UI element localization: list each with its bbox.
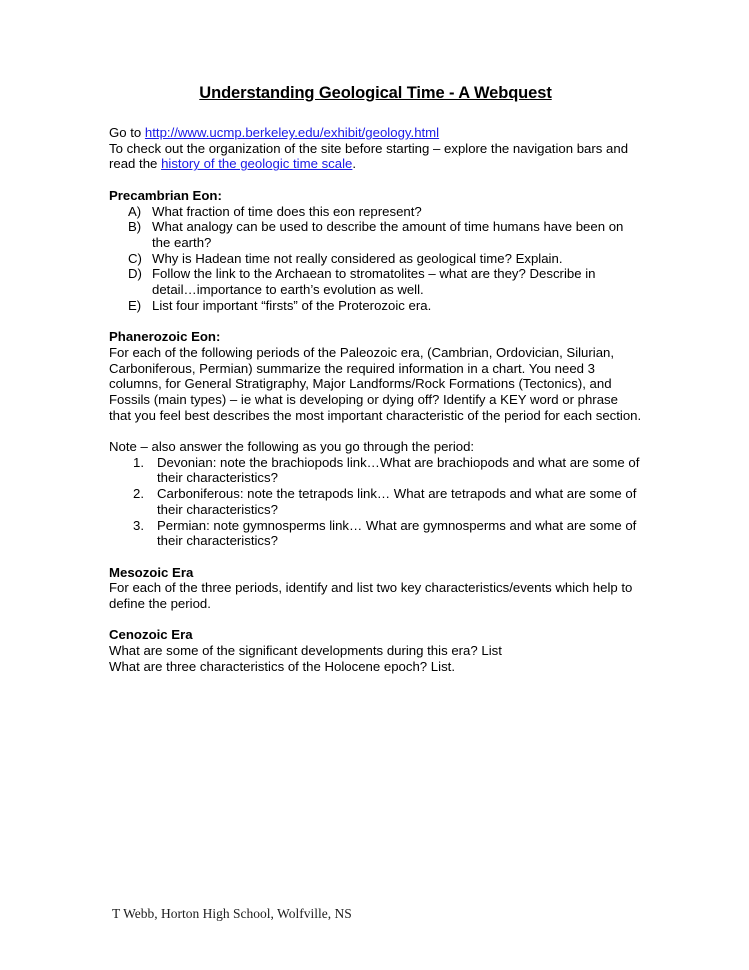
list-item [109, 251, 642, 267]
section-heading-mesozoic: Mesozoic Era [109, 564, 194, 580]
list-item [109, 518, 642, 549]
spacer [109, 423, 642, 439]
list-item-text: Devonian: note the brachiopods link…What are brachiopods and what are some of their characteristics? [157, 454, 640, 486]
section-heading-precambrian: Precambrian Eon: [109, 187, 222, 203]
list-item-text: What fraction of time does this eon represent? [152, 203, 422, 219]
intro-goto-prefix: Go to [109, 125, 145, 140]
mesozoic-body-text: For each of the three periods, identify and list two key characteristics/events which help to define the period. [109, 580, 633, 612]
phanerozoic-numbered-list [109, 455, 642, 549]
list-marker: 3. [133, 517, 144, 533]
list-marker: B) [128, 219, 142, 235]
list-item [109, 298, 642, 314]
cenozoic-body-line-2: What are three characteristics of the Holocene epoch? List. [109, 658, 455, 674]
list-marker: 1. [133, 454, 144, 470]
section-cenozoic-era [109, 627, 642, 674]
spacer [109, 313, 642, 329]
list-item [109, 486, 642, 517]
list-item-text: Permian: note gymnosperms link… What are gymnosperms and what are some of their characteristics? [157, 517, 637, 549]
list-item [109, 266, 642, 297]
section-precambrian-eon [109, 188, 642, 314]
geologic-time-scale-link[interactable]: history of the geologic time scale [161, 156, 353, 172]
list-item [109, 219, 642, 250]
cenozoic-body-line-1: What are some of the significant developments during this era? List [109, 643, 502, 659]
list-item-text: List four important “firsts” of the Proterozoic era. [152, 297, 432, 313]
list-item [109, 455, 642, 486]
section-mesozoic-era [109, 565, 642, 612]
precambrian-question-list [109, 204, 642, 314]
list-marker: 2. [133, 486, 144, 502]
list-marker: E) [128, 297, 142, 313]
intro-instructions-suffix: . [352, 156, 357, 172]
spacer [109, 549, 642, 565]
intro-line-goto [109, 125, 642, 141]
list-item-text: Carboniferous: note the tetrapods link… What are tetrapods and what are some of their characteristics? [157, 486, 637, 517]
section-phanerozoic-eon [109, 329, 642, 549]
list-marker: D) [128, 266, 142, 282]
spacer [109, 612, 642, 628]
list-item-text: What analogy can be used to describe the amount of time humans have been on the earth? [152, 219, 624, 250]
section-heading-cenozoic: Cenozoic Era [109, 627, 193, 643]
intro-line-instructions [109, 141, 642, 172]
list-marker: A) [128, 203, 142, 219]
list-item [109, 204, 642, 220]
phanerozoic-body-text: For each of the following periods of the Paleozoic era, (Cambrian, Ordovician, Silurian, Carboniferous, Permian) summarize the required information in a chart. You need 3 columns, for General Stratigraphy, Major Landforms/Rock Formations (Tectonics), and Fossils (main types) – ie what is developing or dying off? Identify a KEY word or phrase that you feel best describes the most important characteristic of the period for each section. [109, 344, 642, 423]
note-lead-in: Note – also answer the following as you go through the period: [109, 439, 475, 455]
document-content [109, 84, 642, 675]
ucmp-berkeley-link[interactable]: http://www.ucmp.berkeley.edu/exhibit/geology.html [144, 125, 440, 140]
spacer [109, 172, 642, 188]
list-marker: C) [128, 250, 142, 266]
document-footer: T Webb, Horton High School, Wolfville, NS [112, 906, 352, 921]
intro-instructions-text: To check out the organization of the site before starting – explore the navigation bars and read the [109, 140, 629, 172]
list-item-text: Why is Hadean time not really considered as geological time? Explain. [152, 250, 563, 266]
section-heading-phanerozoic: Phanerozoic Eon: [109, 329, 221, 345]
page-title: Understanding Geological Time - A Webquest [199, 84, 552, 102]
list-item-text: Follow the link to the Archaean to stromatolites – what are they? Describe in detail…importance to earth’s evolution as well. [152, 266, 596, 298]
